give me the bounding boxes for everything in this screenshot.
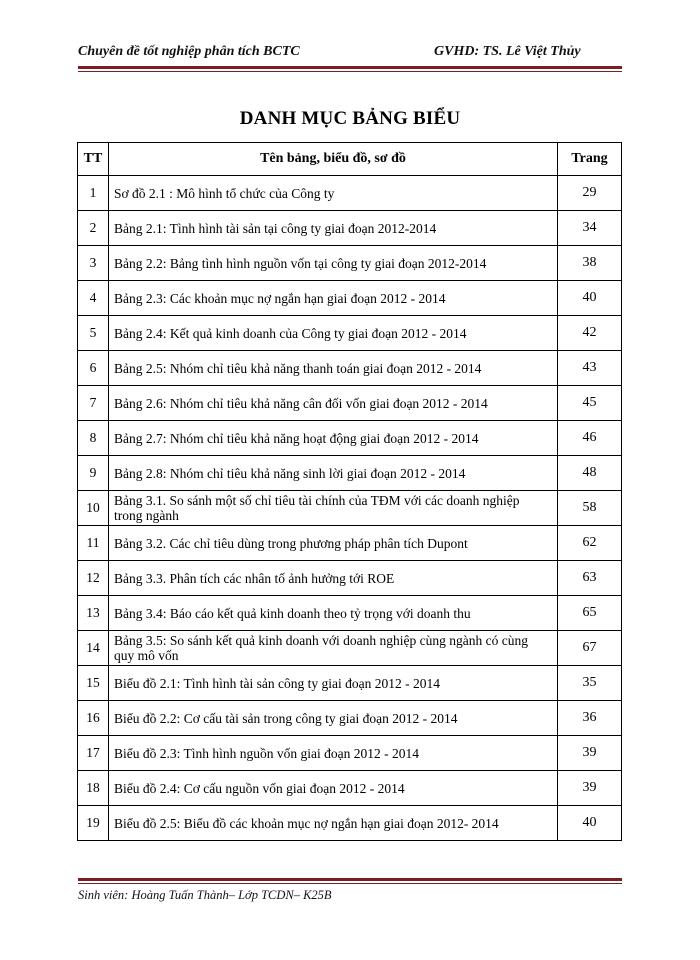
footer-rule-thick <box>78 878 622 881</box>
table-row <box>78 561 622 596</box>
row-page: 29 <box>558 176 622 211</box>
page-footer: Sinh viên: Hoàng Tuấn Thành– Lớp TCDN– K25B <box>78 888 332 902</box>
row-page: 36 <box>558 701 622 736</box>
row-page: 62 <box>558 526 622 561</box>
row-page: 42 <box>558 316 622 351</box>
page-title: DANH MỤC BẢNG BIỂU <box>239 108 461 129</box>
table-row <box>78 806 622 841</box>
table-row <box>78 316 622 351</box>
row-title: Bảng 2.4: Kết quả kinh doanh của Công ty giai đoạn 2012 - 2014 <box>109 316 558 351</box>
row-number: 2 <box>78 211 109 246</box>
row-title: Bảng 2.8: Nhóm chỉ tiêu khả năng sinh lời giai đoạn 2012 - 2014 <box>109 456 558 491</box>
row-page: 43 <box>558 351 622 386</box>
row-number: 5 <box>78 316 109 351</box>
row-title: Bảng 3.5: So sánh kết quả kinh doanh với doanh nghiệp cùng ngành có cùng quy mô vốn <box>109 631 558 666</box>
list-of-tables <box>77 142 622 841</box>
table-header-row <box>78 143 622 176</box>
table-row <box>78 351 622 386</box>
row-title: Biểu đồ 2.1: Tình hình tài sản công ty giai đoạn 2012 - 2014 <box>109 666 558 701</box>
column-header-name: Tên bảng, biểu đồ, sơ đồ <box>109 143 558 176</box>
header-document-title: Chuyên đề tốt nghiệp phân tích BCTC <box>78 44 300 59</box>
table-row <box>78 596 622 631</box>
row-number: 1 <box>78 176 109 211</box>
row-number: 13 <box>78 596 109 631</box>
row-page: 45 <box>558 386 622 421</box>
row-number: 6 <box>78 351 109 386</box>
row-page: 40 <box>558 806 622 841</box>
row-page: 39 <box>558 771 622 806</box>
row-number: 17 <box>78 736 109 771</box>
row-number: 8 <box>78 421 109 456</box>
row-number: 7 <box>78 386 109 421</box>
table-row <box>78 491 622 526</box>
table-row <box>78 281 622 316</box>
table-row <box>78 421 622 456</box>
header-rule-thick <box>78 66 622 69</box>
row-number: 16 <box>78 701 109 736</box>
row-title: Biểu đồ 2.5: Biểu đồ các khoản mục nợ ngắn hạn giai đoạn 2012- 2014 <box>109 806 558 841</box>
row-title: Biểu đồ 2.3: Tình hình nguồn vốn giai đoạn 2012 - 2014 <box>109 736 558 771</box>
row-title: Bảng 2.3: Các khoản mục nợ ngắn hạn giai đoạn 2012 - 2014 <box>109 281 558 316</box>
row-page: 34 <box>558 211 622 246</box>
row-title: Bảng 2.5: Nhóm chỉ tiêu khả năng thanh toán giai đoạn 2012 - 2014 <box>109 351 558 386</box>
row-title: Bảng 2.6: Nhóm chỉ tiêu khả năng cân đối vốn giai đoạn 2012 - 2014 <box>109 386 558 421</box>
row-number: 12 <box>78 561 109 596</box>
row-number: 18 <box>78 771 109 806</box>
row-title: Bảng 2.7: Nhóm chỉ tiêu khả năng hoạt động giai đoạn 2012 - 2014 <box>109 421 558 456</box>
row-number: 10 <box>78 491 109 526</box>
row-page: 63 <box>558 561 622 596</box>
row-page: 35 <box>558 666 622 701</box>
row-number: 11 <box>78 526 109 561</box>
row-title: Bảng 3.1. So sánh một số chỉ tiêu tài chính của TĐM với các doanh nghiệp trong ngành <box>109 491 558 526</box>
row-page: 67 <box>558 631 622 666</box>
row-number: 14 <box>78 631 109 666</box>
row-title: Bảng 3.3. Phân tích các nhân tố ảnh hưởng tới ROE <box>109 561 558 596</box>
row-title: Bảng 3.4: Báo cáo kết quả kinh doanh theo tỷ trọng với doanh thu <box>109 596 558 631</box>
row-title: Bảng 2.2: Bảng tình hình nguồn vốn tại công ty giai đoạn 2012-2014 <box>109 246 558 281</box>
row-number: 19 <box>78 806 109 841</box>
header-rule-thin <box>78 71 622 72</box>
row-page: 58 <box>558 491 622 526</box>
row-title: Bảng 2.1: Tình hình tài sản tại công ty giai đoạn 2012-2014 <box>109 211 558 246</box>
table-row <box>78 386 622 421</box>
row-page: 65 <box>558 596 622 631</box>
row-page: 40 <box>558 281 622 316</box>
row-page: 48 <box>558 456 622 491</box>
table-row <box>78 246 622 281</box>
row-title: Biểu đồ 2.2: Cơ cấu tài sản trong công ty giai đoạn 2012 - 2014 <box>109 701 558 736</box>
row-page: 46 <box>558 421 622 456</box>
table-row <box>78 666 622 701</box>
table-row <box>78 631 622 666</box>
row-number: 3 <box>78 246 109 281</box>
row-number: 4 <box>78 281 109 316</box>
column-header-page: Trang <box>558 143 622 176</box>
row-page: 39 <box>558 736 622 771</box>
row-number: 15 <box>78 666 109 701</box>
table-row <box>78 211 622 246</box>
row-title: Sơ đồ 2.1 : Mô hình tổ chức của Công ty <box>109 176 558 211</box>
row-title: Biểu đồ 2.4: Cơ cấu nguồn vốn giai đoạn 2012 - 2014 <box>109 771 558 806</box>
row-title: Bảng 3.2. Các chỉ tiêu dùng trong phương pháp phân tích Dupont <box>109 526 558 561</box>
row-number: 9 <box>78 456 109 491</box>
table-row <box>78 176 622 211</box>
table-row <box>78 701 622 736</box>
header-supervisor: GVHD: TS. Lê Việt Thủy <box>434 44 581 59</box>
footer-rule-thin <box>78 883 622 884</box>
row-page: 38 <box>558 246 622 281</box>
table-body <box>78 176 622 841</box>
table-row <box>78 526 622 561</box>
page-header <box>78 44 620 64</box>
column-header-tt: TT <box>78 143 109 176</box>
table-row <box>78 456 622 491</box>
table-row <box>78 771 622 806</box>
table-row <box>78 736 622 771</box>
